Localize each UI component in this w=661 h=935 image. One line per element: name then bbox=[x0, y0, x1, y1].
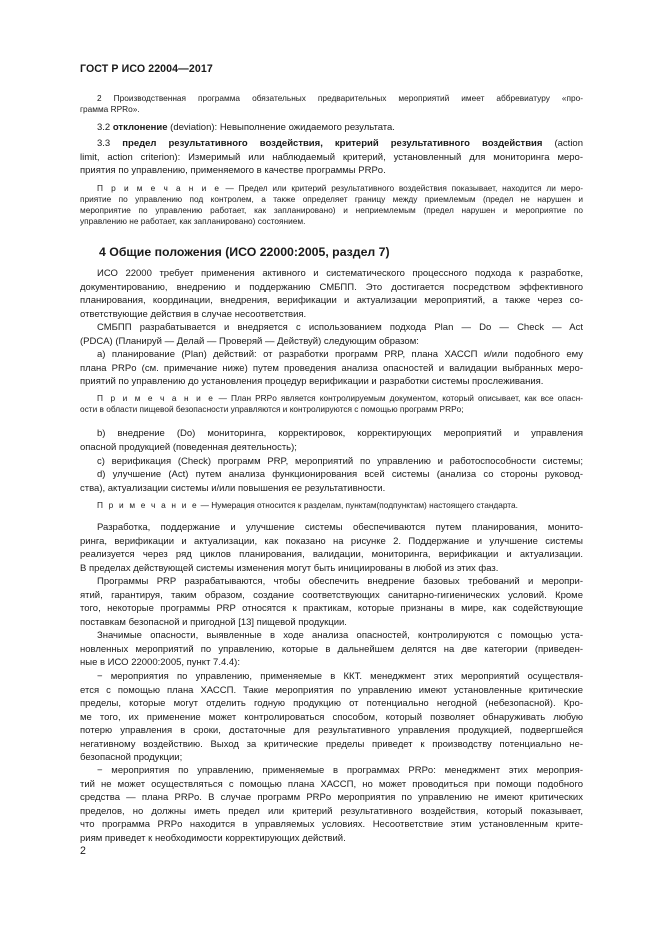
text-line: риям приведет к необходимости корректирующих действий. bbox=[80, 832, 346, 844]
text-line: ИСО 22000 требует применения активного и систематического процессного подхода к разработке, bbox=[97, 268, 583, 279]
text-line: Программы PRP разрабатываются, чтобы обеспечить внедрение базовых требований и меропри- bbox=[97, 576, 583, 587]
text-line: а) планирование (Plan) действий: от разработки программ PRP, плана ХАССП и/или подобного ему bbox=[97, 349, 583, 360]
page-number: 2 bbox=[80, 845, 86, 857]
definition-3-2 bbox=[80, 121, 583, 135]
paragraph-2 bbox=[80, 321, 583, 348]
text-line: опасной продукцией (поведенная деятельность); bbox=[80, 441, 297, 453]
text-line bbox=[80, 121, 583, 135]
text-line: безопасной продукции; bbox=[80, 752, 183, 763]
definition-text: (deviation): Невыполнение ожидаемого результата. bbox=[167, 122, 395, 133]
definition-term: предел результативного воздействия, критерий результативного воздействия bbox=[122, 138, 543, 149]
dash-item-1 bbox=[80, 670, 583, 765]
definition-term: отклонение bbox=[112, 122, 168, 133]
text-line: поставкам безопасной и пригодной [13] пищевой продукции. bbox=[80, 616, 347, 628]
text-line: (PDCA) (Планируй — Делай — Проверяй — Действуй) следующим образом: bbox=[80, 335, 419, 347]
text-line: 2 Производственная программа обязательных предварительных мероприятий имеет аббревиатуру «про- bbox=[97, 93, 583, 103]
text-line: документированию, внедрению и поддержанию СМБПП. Это достигается посредством эффективного bbox=[80, 281, 583, 293]
section-title: 4 Общие положения (ИСО 22000:2005, раздел 7) bbox=[99, 245, 390, 259]
paragraph-1 bbox=[80, 267, 583, 321]
text-line: Разработка, поддержание и улучшение системы обеспечиваются путем планирования, монито- bbox=[97, 522, 583, 533]
text-line: b) внедрение (Do) мониторинга, корректировок, корректирующих мероприятий и управления bbox=[97, 428, 583, 439]
note-label: П р и м е ч а н и е bbox=[97, 183, 221, 193]
text-line: limit, action criterion): Измеримый или наблюдаемый критерий, установленный для мониторинга меро- bbox=[80, 151, 583, 163]
definition-text: (action bbox=[542, 138, 583, 149]
list-item-a bbox=[80, 348, 583, 389]
paragraph-5 bbox=[80, 629, 583, 670]
text-line: d) улучшение (Act) путем анализа функционирования всей системы (анализа со стороны руковод- bbox=[97, 469, 583, 480]
text-line: приятие по управлению под контролем, а также определяет границу между приемлемым (предел не нарушен и bbox=[80, 194, 583, 204]
paragraph-4 bbox=[80, 575, 583, 629]
definition-3-3 bbox=[80, 137, 583, 178]
text-line: реализуется через ряд циклов планирования, валидации, мониторинга, верификации и актуализации. bbox=[80, 549, 583, 560]
footnote-2 bbox=[80, 93, 583, 115]
text-line: приятия по управлению, применяемого в качестве программы PRPo. bbox=[80, 165, 386, 176]
text-line: пределов, но должны иметь предел или критерий результативного воздействия, который показывает, bbox=[80, 805, 583, 817]
text-line: ости в области пищевой безопасности управляются и контролируются с помощью программ PRPo; bbox=[80, 404, 464, 414]
text-line bbox=[80, 393, 583, 404]
text-line: средства — плана PRPo. В случае программ PRPo мероприятия по управлению не имеют критических bbox=[80, 792, 583, 803]
text-line: плана PRPo (см. примечание ниже) путем проведения анализа опасностей и валидации выбранных меро- bbox=[80, 362, 583, 374]
text-line: − мероприятия по управлению, применяемые в программах PRPo: менеджмент этих мероприя- bbox=[97, 765, 583, 776]
text-line: ства), актуализации системы и/или повышения ее результативности. bbox=[80, 482, 386, 494]
note-text: — Предел или критерий результативного воздействия показывает, находится ли меро- bbox=[220, 183, 583, 193]
text-line: тий не может осуществляться с помощью плана ХАССП, но может проводиться при помощи подобного bbox=[80, 778, 583, 790]
text-line: ется с помощью плана ХАССП. Такие мероприятия по управлению имеют установленные критические bbox=[80, 684, 583, 696]
list-item-c bbox=[80, 455, 583, 469]
text-line: приятий по управлению до установления процедур верификации и разработки системы прослеживания. bbox=[80, 376, 544, 387]
text-line: В пределах действующей системы изменения могут быть инициированы в любой из этих фаз. bbox=[80, 562, 499, 574]
note-text: — Нумерация относится к разделам, пунктам(подпунктам) настоящего стандарта. bbox=[198, 500, 518, 510]
text-line bbox=[80, 500, 583, 511]
text-line: управлению не работает, как запланировано) состоянием. bbox=[80, 216, 306, 226]
text-line: потерю управления в сроки, достаточные для результативного управления продукцией, подвергшейся bbox=[80, 725, 583, 736]
text-line bbox=[80, 137, 583, 151]
text-line: негативному воздействию. Выход за критические пределы приведет к производству потенциально не- bbox=[80, 738, 583, 750]
text-line: того, некоторые программы PRP относятся к практикам, которые признаны в мире, как содействующие bbox=[80, 603, 583, 614]
text-line: Значимые опасности, выявленные в ходе анализа опасностей, контролируются с помощью уста- bbox=[97, 630, 583, 641]
text-line: СМБПП разрабатывается и внедряется с использованием подхода Plan — Do — Check — Act bbox=[97, 322, 583, 333]
note-text: — План PRPo является контролируемым документом, который описывает, как все опасн- bbox=[214, 393, 583, 403]
note-1 bbox=[80, 183, 583, 227]
list-item-d bbox=[80, 468, 583, 495]
text-line: что программа PRPo находится в управляемых условиях. Несоответствие этим установленным крите- bbox=[80, 819, 583, 830]
text-line: ятий, гарантируя, таким образом, создание соответствующих санитарно-гигиенических условий. Кроме bbox=[80, 589, 583, 601]
dash-item-2 bbox=[80, 764, 583, 845]
note-2 bbox=[80, 393, 583, 415]
text-line: пределы, которые могут отделить годную продукцию от потенциально негодной (небезопасной). Кро- bbox=[80, 698, 583, 709]
definition-number: 3.3 bbox=[97, 138, 111, 149]
note-label: П р и м е ч а н и е bbox=[97, 500, 199, 510]
text-line: новленных мероприятий по управлению, которые в дальнейшем делятся на две категории (приведен- bbox=[80, 643, 583, 655]
text-line bbox=[80, 183, 583, 194]
text-line: c) верификация (Check) программ PRP, мероприятий по управлению и работоспособности системы; bbox=[97, 456, 583, 467]
text-line: ме того, их применение может контролироваться способом, который позволяет обнаруживать любую bbox=[80, 711, 583, 723]
text-line: ответствующие действия в случае несоответствия. bbox=[80, 308, 307, 320]
paragraph-3 bbox=[80, 521, 583, 575]
text-line: − мероприятия по управлению, применяемые в ККТ. менеджмент этих мероприятий осуществля- bbox=[97, 671, 583, 682]
standard-header: ГОСТ Р ИСО 22004—2017 bbox=[80, 63, 213, 75]
text-line: грамма RPRo». bbox=[80, 104, 140, 114]
text-line: ные в ИСО 22000:2005, пункт 7.4.4): bbox=[80, 657, 240, 668]
definition-number: 3.2 bbox=[97, 122, 111, 133]
note-3 bbox=[80, 500, 583, 511]
note-label: П р и м е ч а н и е bbox=[97, 393, 215, 403]
text-line: планирования, координации, внедрения, верификации и актуализации мероприятий, а также через со- bbox=[80, 295, 583, 306]
text-line: мероприятие по управлению работает, как запланировано) и неприемлемым (предел нарушен и мероприятие по bbox=[80, 205, 583, 215]
list-item-b bbox=[80, 427, 583, 454]
text-line: ринга, верификации и актуализации, как показано на рисунке 2. Поддержание и улучшение системы bbox=[80, 535, 583, 547]
